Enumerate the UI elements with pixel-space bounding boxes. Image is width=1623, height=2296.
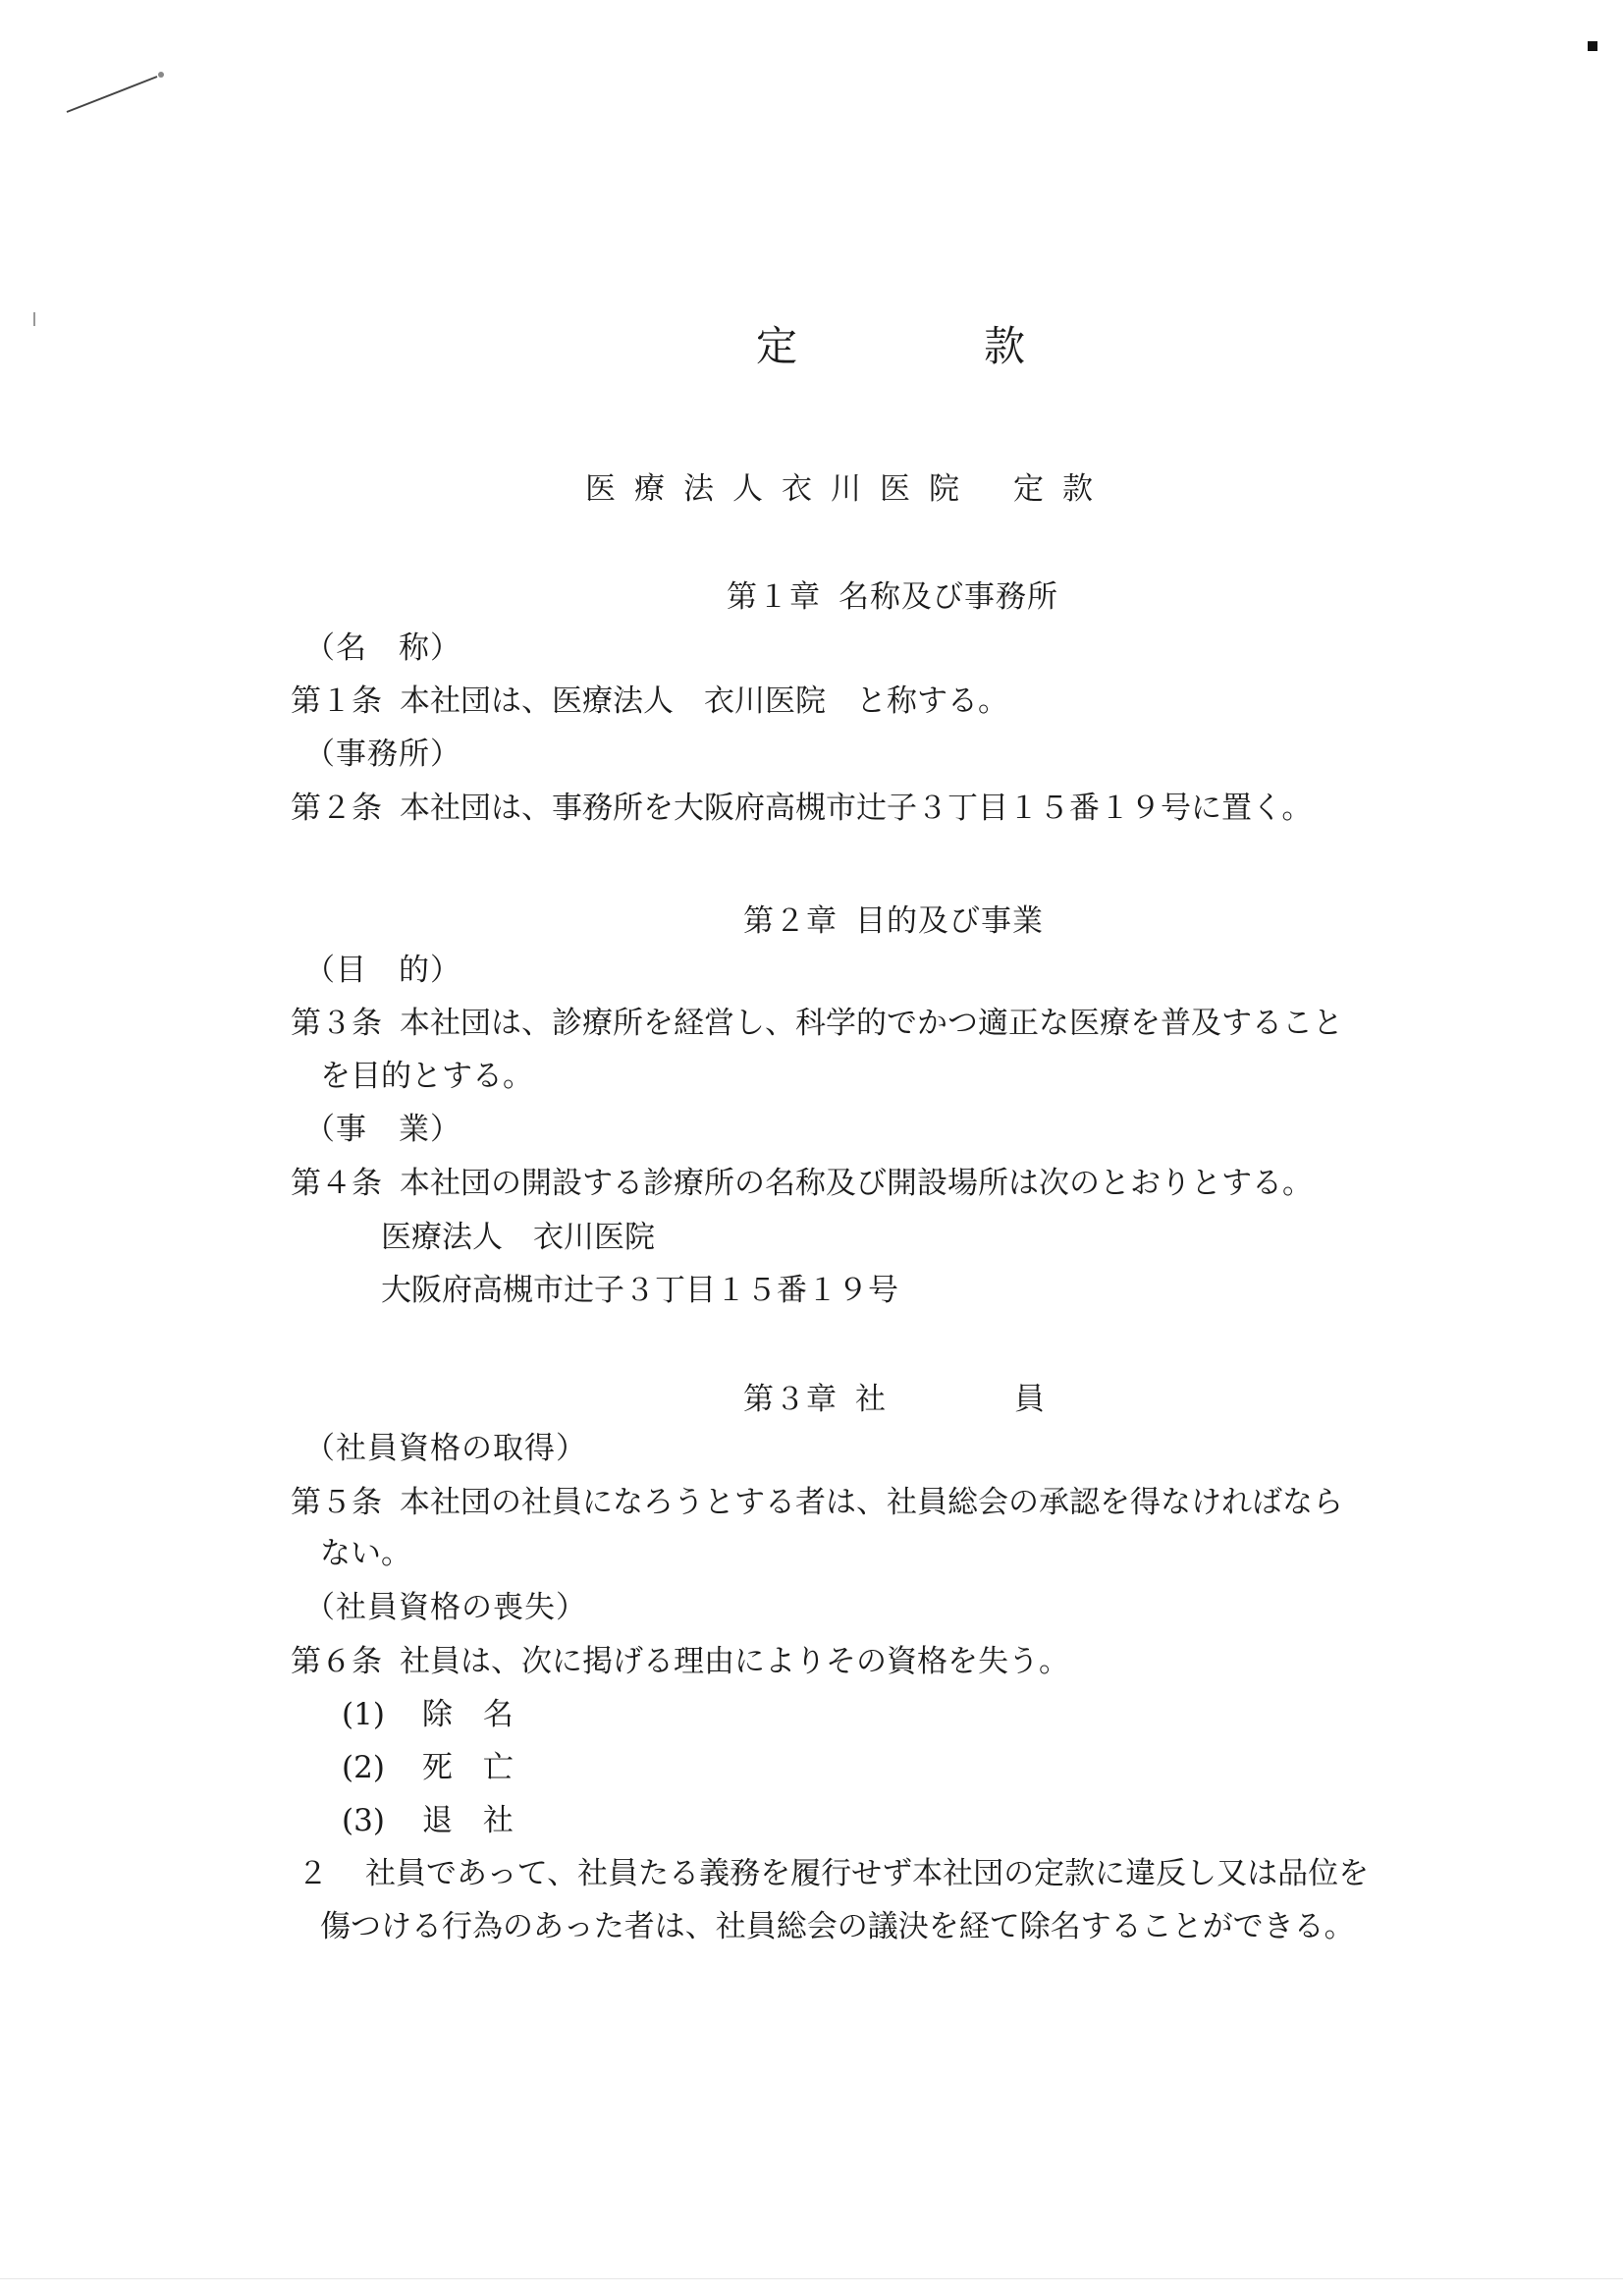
chapter-1-heading	[727, 577, 1058, 617]
article-6-paragraph-2-line-2: 傷つける行為のあった者は、社員総会の議決を経て除名することができる。	[320, 1909, 1355, 1944]
article-3-text-line-2: を目的とする。	[320, 1059, 533, 1094]
article-4-text: 本社団の開設する診療所の名称及び開設場所は次のとおりとする。	[400, 1166, 1313, 1201]
article-5-number: 第５条	[291, 1485, 382, 1520]
article-6-number: 第６条	[291, 1644, 382, 1679]
document-title-left: 定	[756, 322, 798, 370]
paragraph-2-text-line-1: 社員であって、社員たる義務を履行せず本社団の定款に違反し又は品位を	[365, 1856, 1370, 1891]
article-4-clinic-address: 大阪府高槻市辻子３丁目１５番１９号	[381, 1273, 898, 1308]
scan-pen-stroke	[63, 69, 169, 116]
article-6-heading: （社員資格の喪失）	[304, 1590, 587, 1625]
scan-bottom-edge	[0, 2278, 1623, 2279]
article-1-text: 本社団は、医療法人 衣川医院 と称する。	[400, 683, 1008, 719]
article-5-line-1	[291, 1483, 1343, 1522]
document-title-right: 款	[984, 322, 1026, 370]
article-6-item-3	[342, 1801, 514, 1840]
document-title	[756, 322, 1025, 371]
item-1-label: (1)	[342, 1697, 385, 1732]
chapter-2-number: 第２章	[743, 903, 838, 939]
document-subtitle	[585, 469, 1111, 509]
article-2-number: 第２条	[291, 791, 382, 826]
article-1	[291, 682, 1008, 721]
article-3-line-1	[291, 1004, 1343, 1043]
chapter-3-title-left: 社	[855, 1382, 887, 1417]
item-1-text: 除 名	[421, 1697, 514, 1732]
article-1-number: 第１条	[291, 683, 382, 719]
article-3-text-line-1: 本社団は、診療所を経営し、科学的でかつ適正な医療を普及すること	[400, 1006, 1343, 1041]
chapter-3-number: 第３章	[743, 1382, 838, 1417]
chapter-2-title: 目的及び事業	[855, 903, 1044, 939]
item-3-label: (3)	[342, 1803, 385, 1838]
chapter-2-heading	[743, 902, 1044, 941]
chapter-1-number: 第１章	[727, 579, 821, 615]
article-6-item-2	[342, 1748, 514, 1787]
article-2-heading: （事務所）	[304, 737, 461, 772]
article-2	[291, 789, 1312, 828]
scan-edge-tick	[33, 312, 35, 326]
item-2-label: (2)	[342, 1750, 385, 1785]
article-6	[291, 1642, 1069, 1681]
chapter-1-title: 名称及び事務所	[839, 579, 1058, 615]
article-6-text: 社員は、次に掲げる理由によりその資格を失う。	[400, 1644, 1069, 1679]
article-4	[291, 1164, 1313, 1203]
article-3-number: 第３条	[291, 1006, 382, 1041]
subtitle-corporation-name: 医療法人衣川医院	[585, 471, 978, 507]
article-4-heading: （事 業）	[304, 1112, 461, 1147]
subtitle-suffix: 定款	[1013, 471, 1111, 507]
article-5-text-line-2: ない。	[320, 1536, 411, 1571]
item-2-text: 死 亡	[421, 1750, 514, 1785]
article-3-heading: （目 的）	[304, 953, 461, 988]
item-3-text: 退 社	[421, 1803, 514, 1838]
paragraph-2-number: ２	[298, 1856, 328, 1891]
chapter-3-heading	[743, 1380, 1046, 1419]
scan-corner-mark	[1588, 41, 1597, 51]
article-6-paragraph-2-line-1	[298, 1854, 1369, 1893]
article-5-heading: （社員資格の取得）	[304, 1431, 587, 1466]
chapter-3-title-right: 員	[1014, 1382, 1046, 1417]
article-4-clinic-name: 医療法人 衣川医院	[381, 1220, 655, 1255]
article-4-number: 第４条	[291, 1166, 382, 1201]
article-5-text-line-1: 本社団の社員になろうとする者は、社員総会の承認を得なければなら	[400, 1485, 1343, 1520]
article-2-text: 本社団は、事務所を大阪府高槻市辻子３丁目１５番１９号に置く。	[400, 791, 1313, 826]
article-1-heading: （名 称）	[304, 630, 461, 666]
article-6-item-1	[342, 1695, 514, 1734]
